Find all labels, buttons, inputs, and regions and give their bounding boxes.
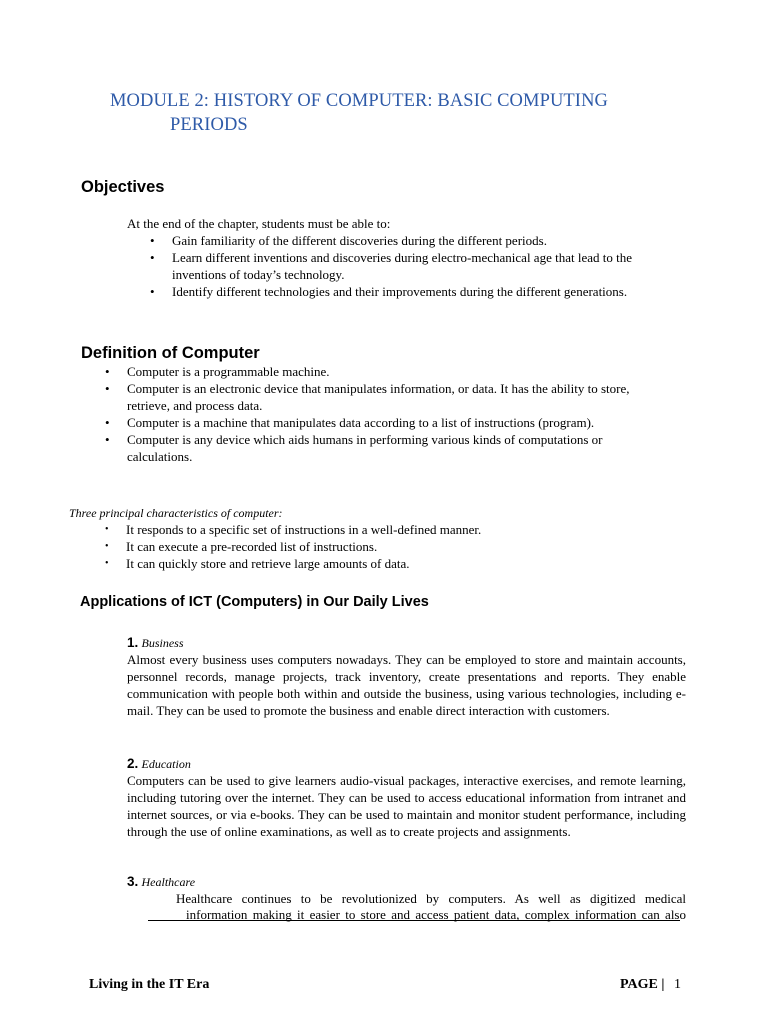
applications-heading: Applications of ICT (Computers) in Our Daily Lives xyxy=(80,594,429,610)
objectives-heading: Objectives xyxy=(81,178,165,196)
application-education-heading xyxy=(127,755,191,773)
title-line-2: PERIODS xyxy=(170,115,248,135)
characteristics-list xyxy=(126,521,666,572)
application-category: Healthcare xyxy=(141,875,196,889)
objectives-intro: At the end of the chapter, students must be able to: xyxy=(127,216,391,231)
list-item: • Computer is a programmable machine. xyxy=(127,363,667,380)
page-label: PAGE | xyxy=(620,977,665,992)
list-item: • It can quickly store and retrieve large amounts of data. xyxy=(126,555,666,572)
definition-list xyxy=(127,363,667,465)
page-title xyxy=(110,89,608,137)
application-education-text: Computers can be used to give learners audio-visual packages, interactive exercises, and remote learning, including tutoring over the internet. They can be used to access educational information from intranet and internet sources, or via e-books. They can be used to maintain and monitor student performance, including through the use of online examinations, as well as to create projects and assignments. xyxy=(127,773,686,839)
application-category: Education xyxy=(141,757,191,771)
footer-title: Living in the IT Era xyxy=(89,977,210,992)
list-item: • Gain familiarity of the different discoveries during the different periods. xyxy=(172,232,636,249)
list-item: • Computer is a machine that manipulates data according to a list of instructions (program). xyxy=(127,414,667,431)
application-business-text: Almost every business uses computers nowadays. They can be employed to store and maintain accounts, personnel records, manage projects, track inventory, create presentations and reports. They enable communication with people both within and outside the business, using various technologies, including e-mail. They can be used to promote the business and enable direct interaction with customers. xyxy=(127,652,686,718)
application-healthcare-text-line-2: information making it easier to store and access patient data, complex information can also xyxy=(186,907,686,922)
list-item: • It can execute a pre-recorded list of instructions. xyxy=(126,538,666,555)
application-healthcare-text-line-1: Healthcare continues to be revolutionized by computers. As well as digitized medical xyxy=(176,891,686,906)
title-line-1: MODULE 2: HISTORY OF COMPUTER: BASIC COMPUTING xyxy=(110,91,608,111)
list-item: • Computer is any device which aids humans in performing various kinds of computations or calculations. xyxy=(127,431,667,465)
page-number: 1 xyxy=(673,977,681,992)
application-category: Business xyxy=(141,636,184,650)
application-healthcare-heading xyxy=(127,873,195,891)
characteristics-heading: Three principal characteristics of computer: xyxy=(69,506,283,520)
list-item: • It responds to a specific set of instructions in a well-defined manner. xyxy=(126,521,666,538)
objectives-list xyxy=(172,232,636,300)
application-number: 2. xyxy=(127,756,139,771)
application-number: 1. xyxy=(127,635,139,650)
footer-separator xyxy=(148,920,680,921)
list-item: • Identify different technologies and their improvements during the different generations. xyxy=(172,283,636,300)
application-number: 3. xyxy=(127,874,139,889)
list-item: • Computer is an electronic device that manipulates information, or data. It has the ability to store, retrieve, and process data. xyxy=(127,380,667,414)
page-number-block xyxy=(620,977,681,993)
definition-heading: Definition of Computer xyxy=(81,344,260,362)
application-business-heading xyxy=(127,634,184,652)
list-item: • Learn different inventions and discoveries during electro-mechanical age that lead to the inventions of today’s technology. xyxy=(172,249,636,283)
